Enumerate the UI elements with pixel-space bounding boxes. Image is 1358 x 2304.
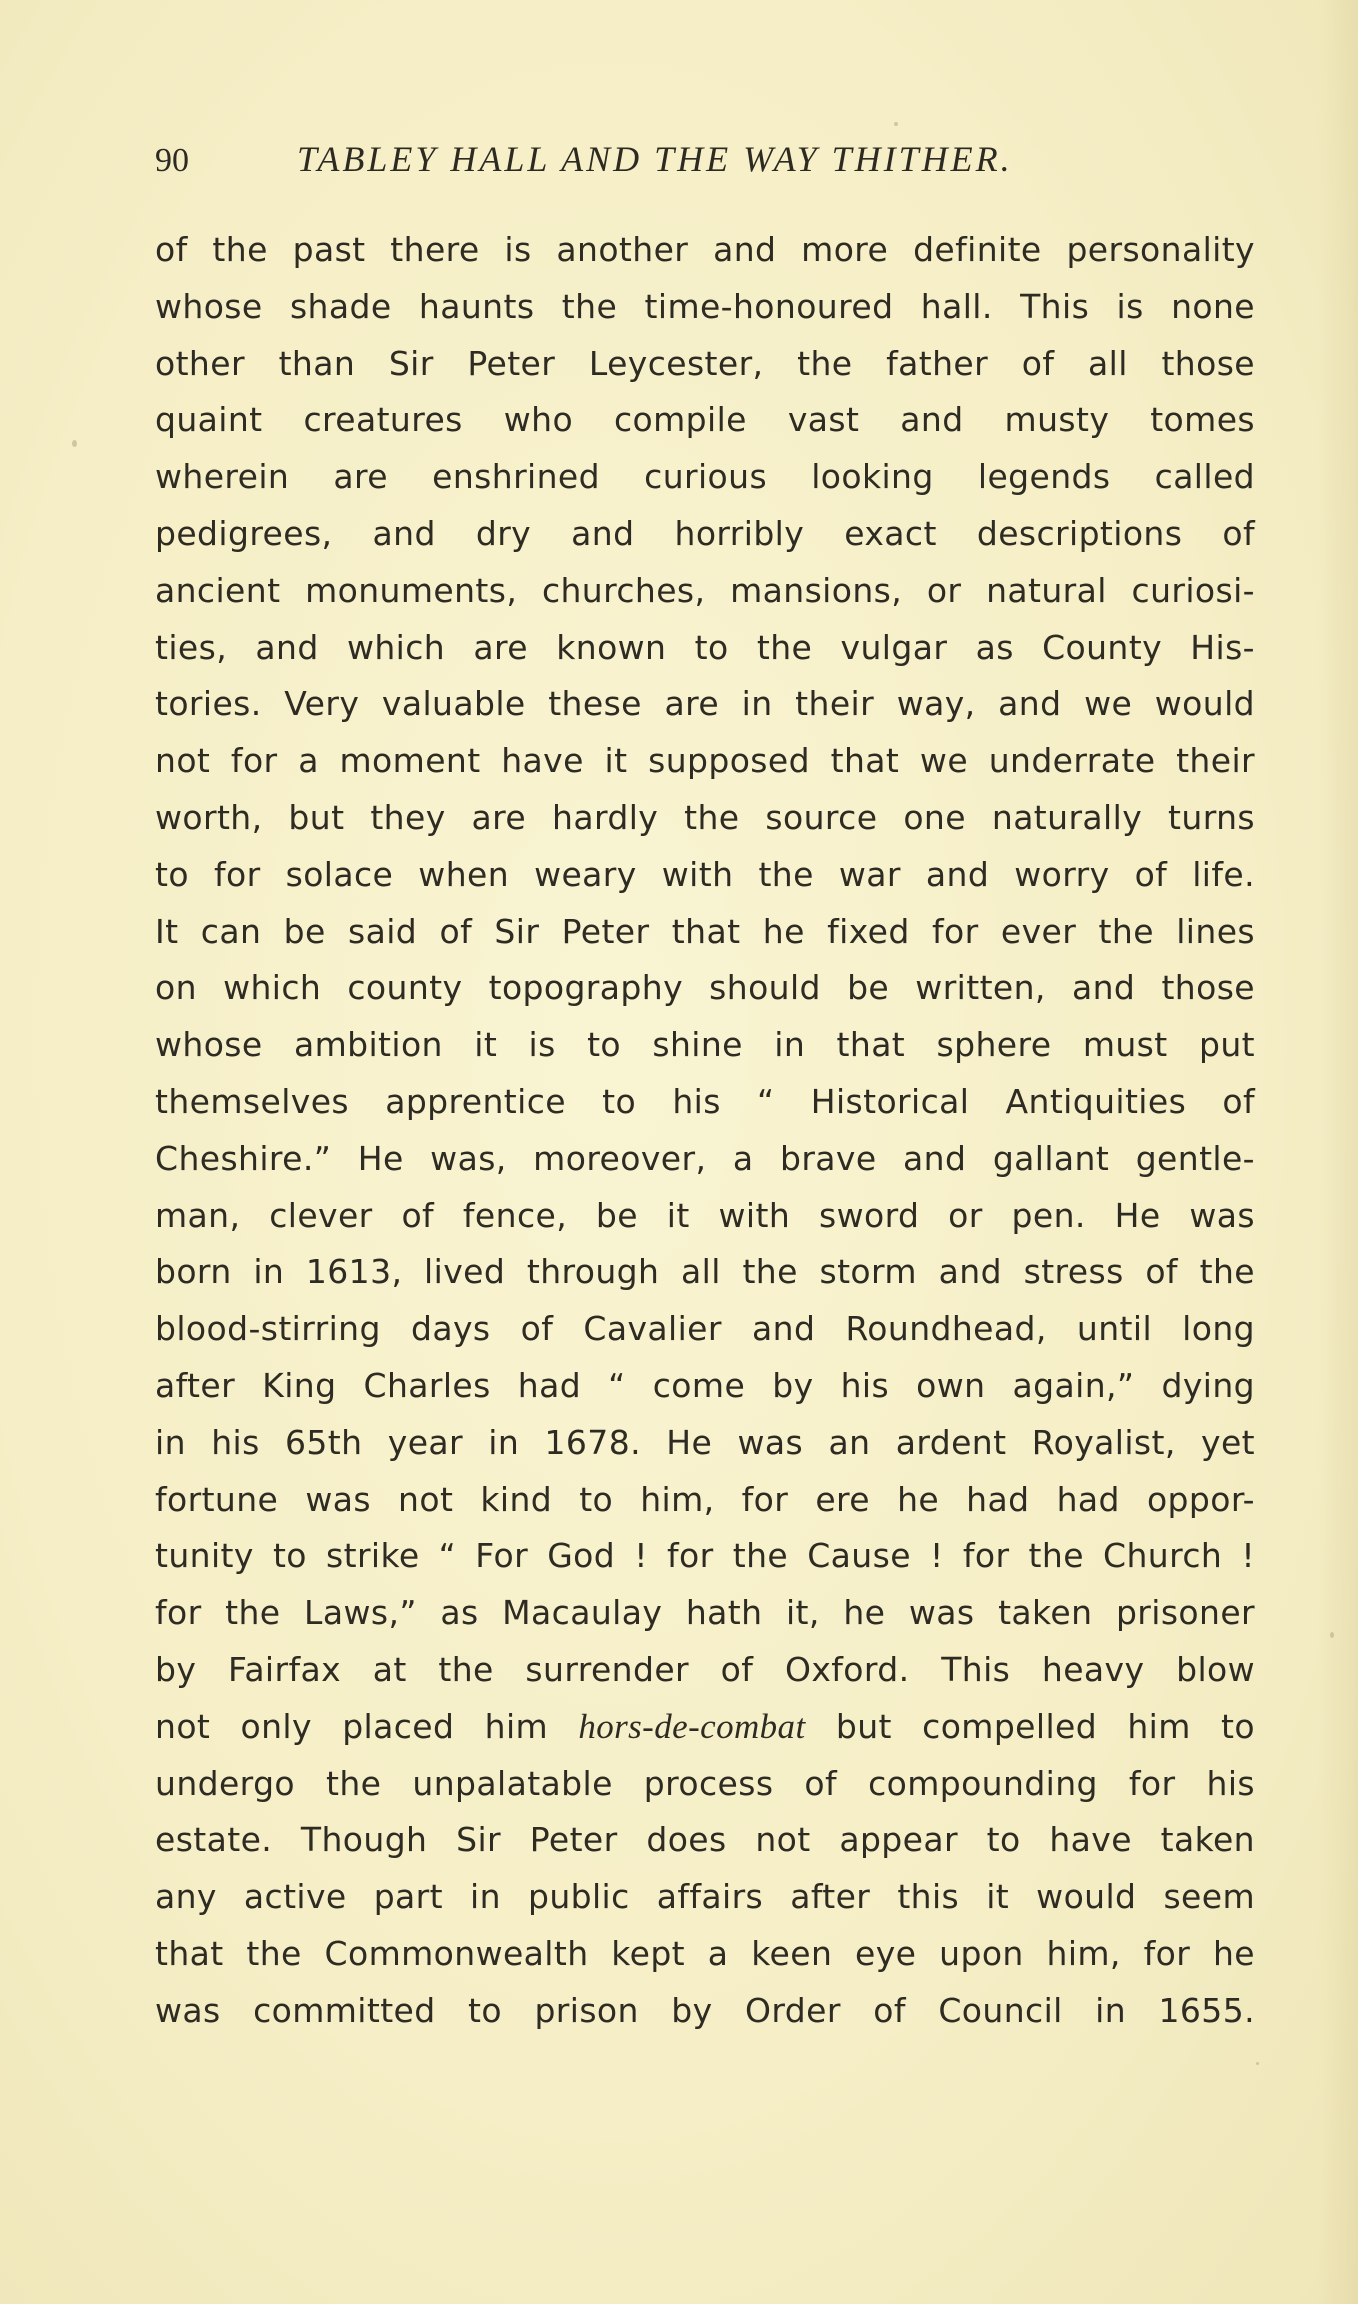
paper-speck — [72, 440, 77, 447]
text-line: blood-stirring days of Cavalier and Roundhead, until long — [155, 1309, 1255, 1349]
text-line: tories. Very valuable these are in their way, and we would — [155, 684, 1255, 724]
text-line: fortune was not kind to him, for ere he had had oppor- — [155, 1479, 1255, 1519]
text-line: not for a moment have it supposed that we underrate their — [155, 741, 1255, 781]
text-line: that the Commonwealth kept a keen eye upon him, for he — [155, 1933, 1255, 1973]
text-line: pedigrees, and dry and horribly exact descriptions of — [155, 513, 1255, 553]
text-line: whose ambition it is to shine in that sphere must put — [155, 1025, 1255, 1065]
text-line: after King Charles had “ come by his own again,” dying — [155, 1365, 1255, 1405]
text-line: was committed to prison by Order of Council in 1655. — [155, 1990, 1255, 2030]
text-line: whose shade haunts the time-honoured hall. This is none — [155, 286, 1255, 326]
text-line-with-italic — [155, 1699, 1255, 1756]
text-line: in his 65th year in 1678. He was an ardent Royalist, yet — [155, 1422, 1255, 1462]
body-text — [155, 222, 1255, 2040]
text-line: for the Laws,” as Macaulay hath it, he was taken prisoner — [155, 1593, 1255, 1633]
text-line: of the past there is another and more definite personality — [155, 230, 1255, 269]
text-line: on which county topography should be written, and those — [155, 968, 1255, 1008]
text-line: wherein are enshrined curious looking legends called — [155, 457, 1255, 497]
text-line: ancient monuments, churches, mansions, or natural curiosi- — [155, 570, 1255, 610]
text-line: any active part in public affairs after this it would seem — [155, 1877, 1255, 1917]
text-line: estate. Though Sir Peter does not appear to have taken — [155, 1820, 1255, 1860]
paper-speck — [1256, 2062, 1259, 2065]
text-line: ties, and which are known to the vulgar as County His- — [155, 627, 1255, 667]
text-line: other than Sir Peter Leycester, the father of all those — [155, 343, 1255, 383]
text-line: man, clever of fence, be it with sword or pen. He was — [155, 1195, 1255, 1235]
page-edge-shadow — [1318, 0, 1358, 2304]
text-line: undergo the unpalatable process of compounding for his — [155, 1763, 1255, 1803]
text-line: worth, but they are hardly the source one naturally turns — [155, 797, 1255, 837]
paper-speck — [1330, 1632, 1334, 1638]
text-line: to for solace when weary with the war and worry of life. — [155, 854, 1255, 894]
text-line: quaint creatures who compile vast and musty tomes — [155, 400, 1255, 440]
text-line: born in 1613, lived through all the storm and stress of the — [155, 1252, 1255, 1292]
text-fragment: but compelled him to — [805, 1706, 1255, 1746]
paper-speck — [894, 122, 898, 126]
text-line: Cheshire.” He was, moreover, a brave and gallant gentle- — [155, 1138, 1255, 1178]
text-line: tunity to strike “ For God ! for the Cause ! for the Church ! — [155, 1536, 1255, 1576]
running-title: TABLEY HALL AND THE WAY THITHER. — [297, 139, 1013, 179]
running-head — [155, 138, 1255, 188]
text-line: themselves apprentice to his “ Historical Antiquities of — [155, 1081, 1255, 1121]
text-line: by Fairfax at the surrender of Oxford. This heavy blow — [155, 1649, 1255, 1689]
italic-phrase: hors-de-combat — [578, 1706, 806, 1746]
page-number: 90 — [155, 142, 189, 179]
text-fragment: not only placed him — [155, 1706, 579, 1746]
text-line: It can be said of Sir Peter that he fixed for ever the lines — [155, 911, 1255, 951]
